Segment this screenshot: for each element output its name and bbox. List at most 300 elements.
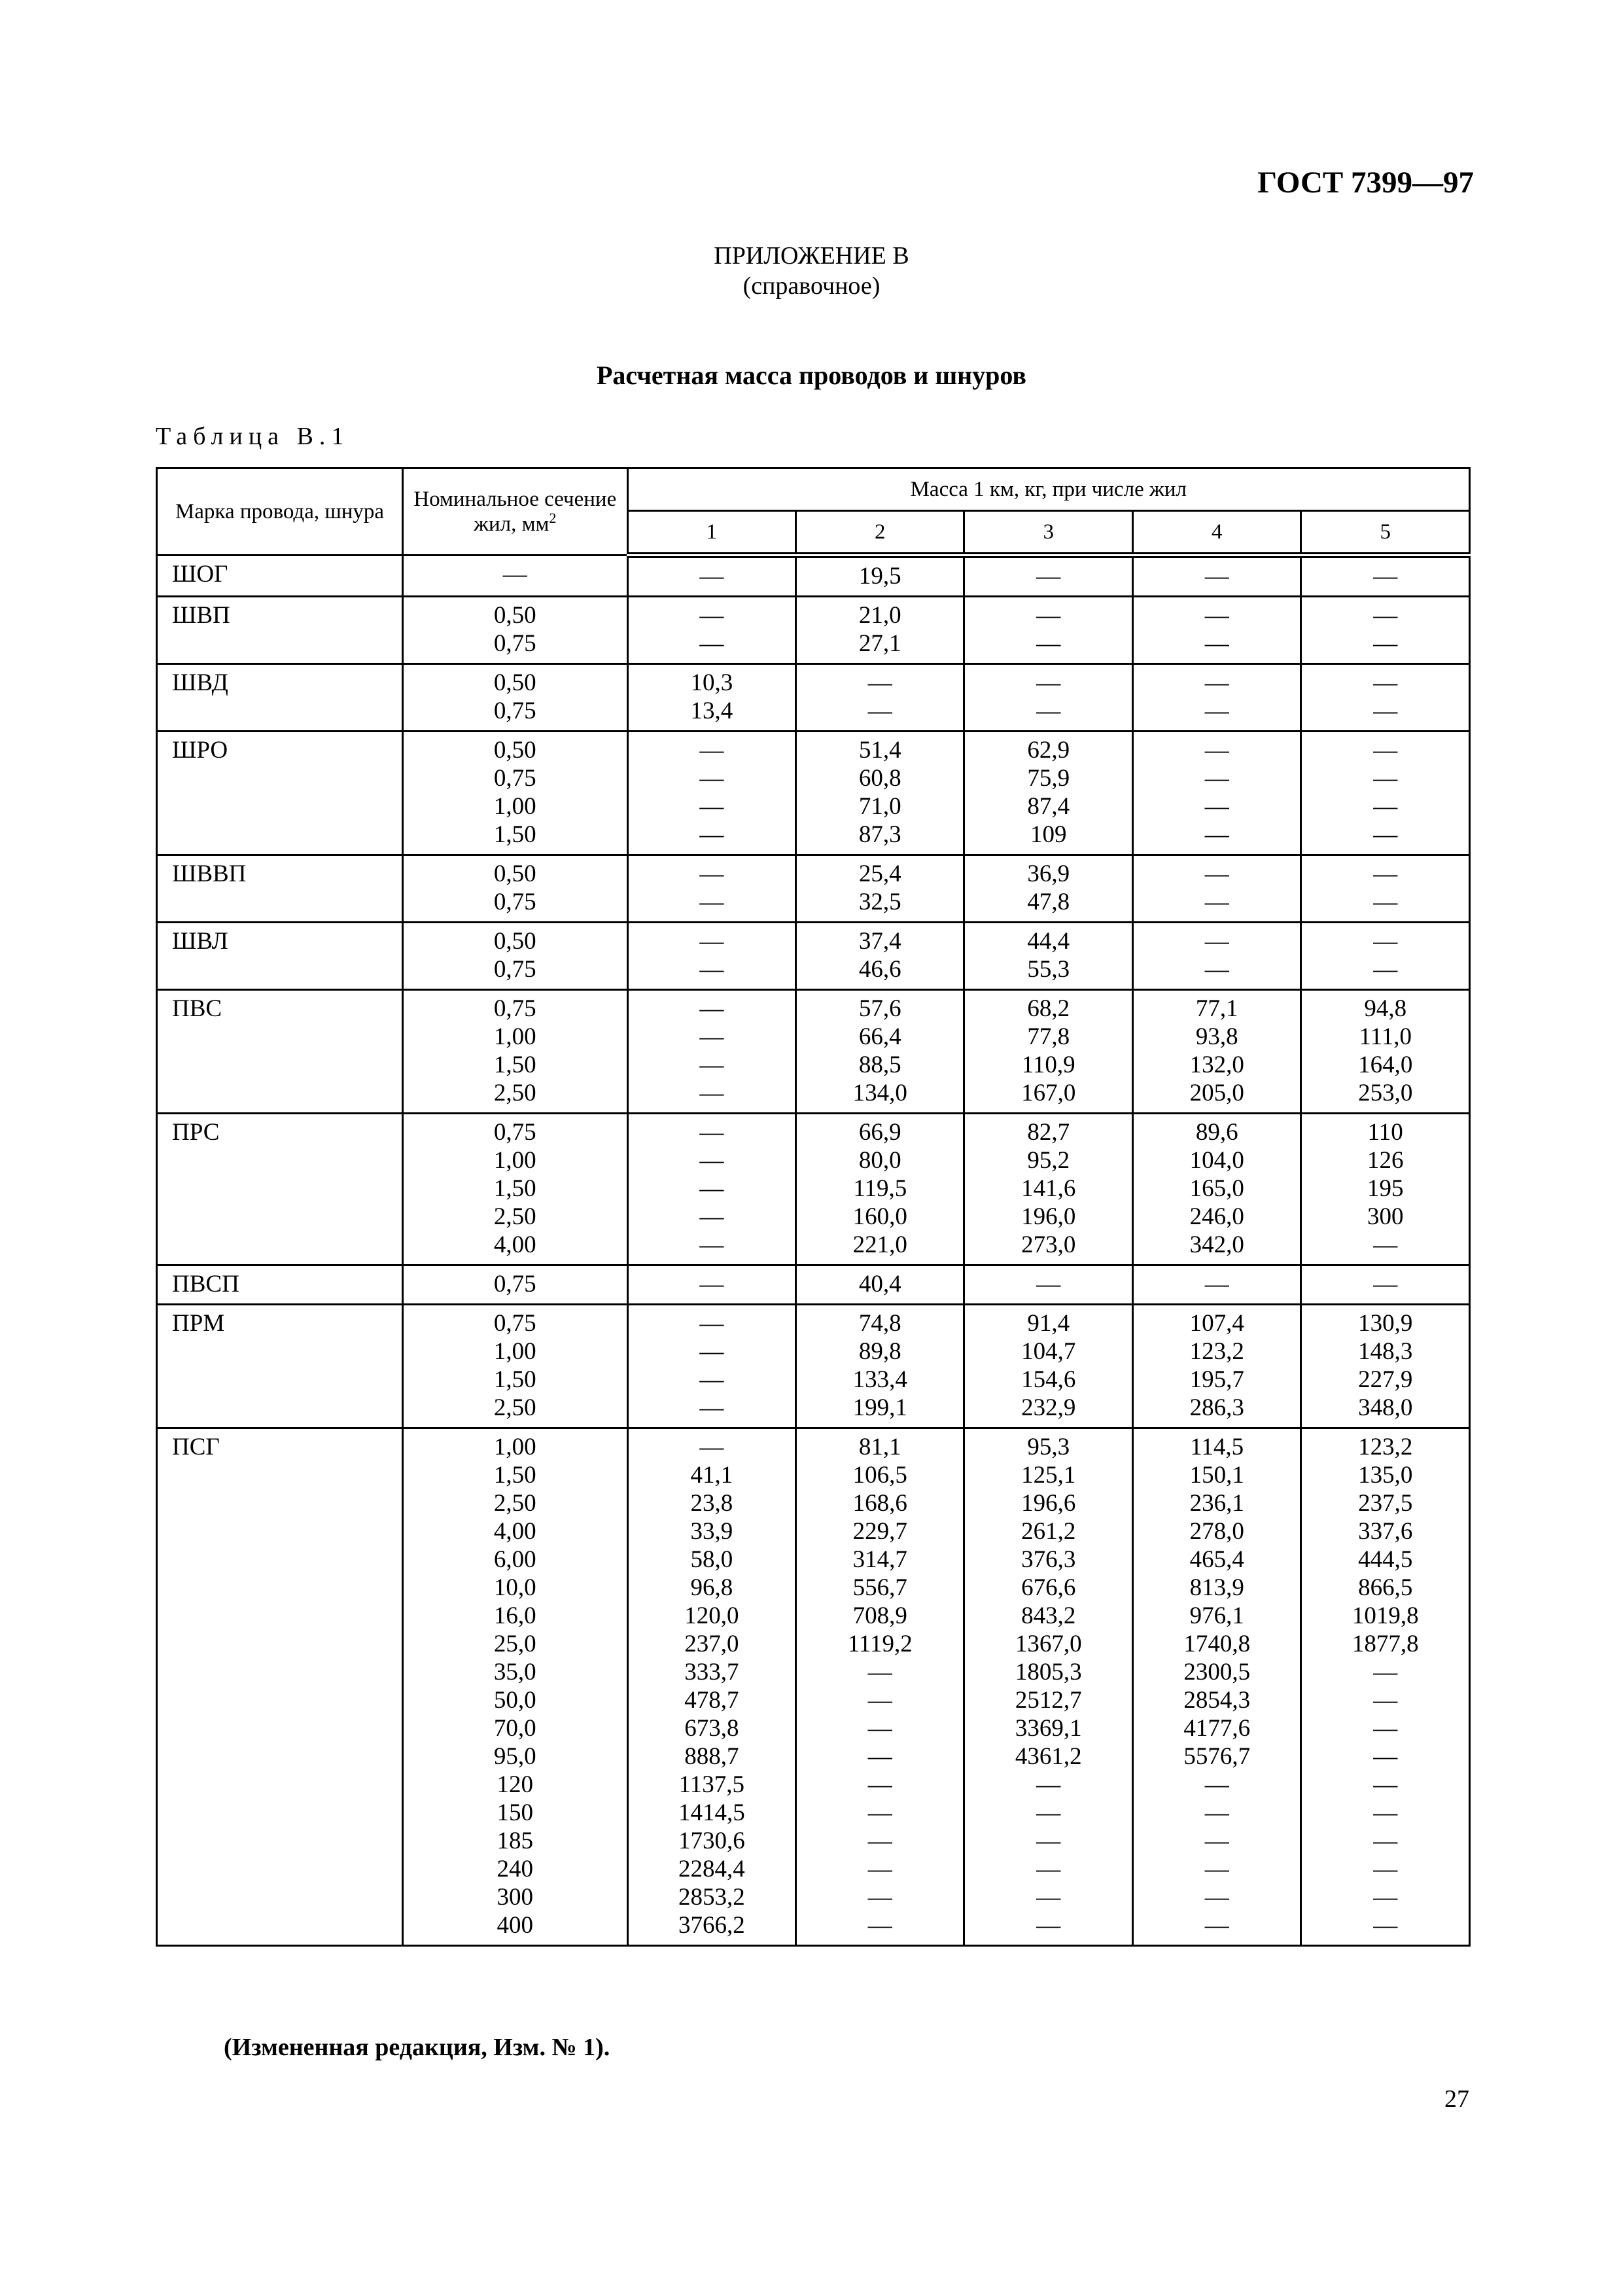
mass-value: — bbox=[1204, 1884, 1229, 1911]
table-body bbox=[157, 556, 1470, 1946]
mass-value: — bbox=[699, 1366, 724, 1393]
section-value: 4,00 bbox=[493, 1518, 536, 1545]
mass-value: — bbox=[1373, 1884, 1398, 1911]
cable-brand-cell: ШВЛ bbox=[157, 923, 403, 990]
mass-value: 3369,1 bbox=[1015, 1715, 1082, 1742]
mass-value: — bbox=[699, 1338, 724, 1365]
mass-value: 37,4 bbox=[858, 928, 901, 955]
mass-value: 1730,6 bbox=[678, 1828, 745, 1854]
mass-value: 196,0 bbox=[1021, 1203, 1076, 1230]
mass-value: 1877,8 bbox=[1352, 1631, 1419, 1657]
mass-value: 205,0 bbox=[1189, 1080, 1244, 1106]
section-value: 0,50 bbox=[493, 737, 536, 764]
mass-value: — bbox=[1036, 1828, 1061, 1854]
mass-value: 40,4 bbox=[858, 1271, 901, 1298]
mass-value: 676,6 bbox=[1021, 1574, 1076, 1601]
mass-value: — bbox=[699, 1080, 724, 1106]
mass-value: — bbox=[1204, 889, 1229, 915]
mass-value: — bbox=[699, 1203, 724, 1230]
mass-value: — bbox=[1373, 928, 1398, 955]
mass-value: — bbox=[1373, 1715, 1398, 1742]
mass-value: 96,8 bbox=[690, 1574, 733, 1601]
mass-value: 165,0 bbox=[1189, 1175, 1244, 1202]
section-cell bbox=[402, 923, 627, 990]
mass-cell bbox=[1301, 1265, 1470, 1305]
mass-value: 75,9 bbox=[1027, 765, 1070, 792]
mass-value: 465,4 bbox=[1189, 1546, 1244, 1573]
section-value: 1,50 bbox=[493, 1175, 536, 1202]
mass-value: 134,0 bbox=[852, 1080, 907, 1106]
mass-value: 261,2 bbox=[1021, 1518, 1076, 1545]
mass-cell bbox=[1301, 597, 1470, 664]
section-value: 2,50 bbox=[493, 1394, 536, 1421]
mass-cell bbox=[1301, 923, 1470, 990]
mass-value: — bbox=[867, 1828, 892, 1854]
mass-value: — bbox=[699, 1434, 724, 1460]
mass-value: 19,5 bbox=[858, 563, 901, 590]
mass-value: 58,0 bbox=[690, 1546, 733, 1573]
section-value: 95,0 bbox=[493, 1743, 536, 1770]
section-value: 25,0 bbox=[493, 1631, 536, 1657]
mass-value: — bbox=[1204, 765, 1229, 792]
mass-value: 4177,6 bbox=[1183, 1715, 1251, 1742]
mass-value: 195 bbox=[1367, 1175, 1404, 1202]
mass-value: — bbox=[1373, 698, 1398, 724]
section-value: 10,0 bbox=[493, 1574, 536, 1601]
table-row bbox=[157, 556, 1470, 597]
section-cell bbox=[402, 1305, 627, 1428]
mass-value: 866,5 bbox=[1358, 1574, 1413, 1601]
mass-value: 246,0 bbox=[1189, 1203, 1244, 1230]
mass-value: 168,6 bbox=[852, 1490, 907, 1517]
section-value: 16,0 bbox=[493, 1602, 536, 1629]
mass-value: 10,3 bbox=[690, 669, 733, 696]
section-value: 0,75 bbox=[493, 765, 536, 792]
mass-value: — bbox=[1204, 928, 1229, 955]
mass-value: — bbox=[1204, 602, 1229, 629]
mass-value: 196,6 bbox=[1021, 1490, 1076, 1517]
table-label: Таблица В.1 bbox=[156, 423, 350, 450]
mass-value: — bbox=[1204, 737, 1229, 764]
section-value: 150 bbox=[497, 1799, 534, 1826]
mass-value: 119,5 bbox=[853, 1175, 907, 1202]
section-value: 0,50 bbox=[493, 602, 536, 629]
mass-value: — bbox=[1373, 1912, 1398, 1939]
section-cell bbox=[402, 597, 627, 664]
mass-cell bbox=[796, 1305, 964, 1428]
mass-cell bbox=[627, 1114, 795, 1265]
mass-cell bbox=[1132, 923, 1300, 990]
mass-value: 130,9 bbox=[1358, 1310, 1413, 1337]
mass-value: — bbox=[1373, 821, 1398, 848]
mass-cell bbox=[796, 1265, 964, 1305]
mass-value: — bbox=[1373, 1659, 1398, 1686]
mass-cell bbox=[964, 855, 1132, 923]
mass-value: 66,4 bbox=[858, 1023, 901, 1050]
mass-value: 478,7 bbox=[684, 1687, 739, 1714]
mass-value: 148,3 bbox=[1358, 1338, 1413, 1365]
cable-brand-cell: ШВД bbox=[157, 664, 403, 732]
mass-value: — bbox=[1373, 1743, 1398, 1770]
section-value: 1,50 bbox=[493, 1366, 536, 1393]
mass-value: — bbox=[1204, 1799, 1229, 1826]
mass-value: 3766,2 bbox=[678, 1912, 745, 1939]
appendix-title: ПРИЛОЖЕНИЕ В bbox=[714, 242, 909, 270]
mass-value: 237,5 bbox=[1358, 1490, 1413, 1517]
mass-cell bbox=[964, 990, 1132, 1114]
mass-cell bbox=[964, 732, 1132, 855]
mass-value: 314,7 bbox=[852, 1546, 907, 1573]
mass-value: — bbox=[867, 1884, 892, 1911]
cable-brand-cell: ШРО bbox=[157, 732, 403, 855]
mass-cell bbox=[1132, 664, 1300, 732]
mass-value: — bbox=[867, 1771, 892, 1798]
mass-value: 227,9 bbox=[1358, 1366, 1413, 1393]
mass-value: — bbox=[1036, 1856, 1061, 1882]
table-row bbox=[157, 1114, 1470, 1265]
mass-value: 135,0 bbox=[1358, 1462, 1413, 1489]
mass-value: 1414,5 bbox=[678, 1799, 745, 1826]
table-row bbox=[157, 990, 1470, 1114]
mass-value: — bbox=[1373, 1771, 1398, 1798]
mass-value: 195,7 bbox=[1189, 1366, 1244, 1393]
section-value: 0,75 bbox=[493, 1310, 536, 1337]
mass-value: — bbox=[867, 1799, 892, 1826]
table-row bbox=[157, 855, 1470, 923]
mass-value: 1367,0 bbox=[1015, 1631, 1082, 1657]
mass-value: — bbox=[1373, 860, 1398, 887]
section-value: 2,50 bbox=[493, 1490, 536, 1517]
mass-value: 123,2 bbox=[1189, 1338, 1244, 1365]
mass-value: 106,5 bbox=[852, 1462, 907, 1489]
mass-value: — bbox=[867, 698, 892, 724]
mass-value: 843,2 bbox=[1021, 1602, 1076, 1629]
mass-value: 376,3 bbox=[1021, 1546, 1076, 1573]
cable-brand-cell: ШВВП bbox=[157, 855, 403, 923]
mass-value: — bbox=[867, 1659, 892, 1686]
mass-cell bbox=[796, 923, 964, 990]
mass-cell bbox=[627, 664, 795, 732]
mass-value: — bbox=[1373, 602, 1398, 629]
page-title: Расчетная масса проводов и шнуров bbox=[596, 361, 1027, 390]
mass-value: — bbox=[1036, 630, 1061, 657]
mass-value: — bbox=[1204, 563, 1229, 590]
mass-value: — bbox=[699, 1231, 724, 1258]
mass-cell bbox=[1301, 1114, 1470, 1265]
column-header-mass: Масса 1 км, кг, при числе жил bbox=[627, 468, 1469, 511]
cable-brand-cell: ПРМ bbox=[157, 1305, 403, 1428]
mass-value: — bbox=[867, 1715, 892, 1742]
mass-value: — bbox=[1373, 1231, 1398, 1258]
mass-value: 237,0 bbox=[684, 1631, 739, 1657]
mass-value: 13,4 bbox=[690, 698, 733, 724]
mass-cell bbox=[1301, 1428, 1470, 1946]
section-value: 1,00 bbox=[493, 1338, 536, 1365]
section-value: 4,00 bbox=[493, 1231, 536, 1258]
mass-value: — bbox=[1036, 669, 1061, 696]
mass-value: 104,0 bbox=[1189, 1147, 1244, 1174]
column-header-cores-4: 4 bbox=[1132, 511, 1300, 556]
mass-value: — bbox=[699, 821, 724, 848]
mass-value: 36,9 bbox=[1027, 860, 1070, 887]
mass-cell bbox=[1301, 732, 1470, 855]
section-value: — bbox=[502, 561, 527, 588]
mass-value: 673,8 bbox=[684, 1715, 739, 1742]
section-cell bbox=[402, 1114, 627, 1265]
mass-value: — bbox=[1036, 563, 1061, 590]
mass-cell bbox=[1132, 1305, 1300, 1428]
mass-value: 132,0 bbox=[1189, 1051, 1244, 1078]
mass-value: — bbox=[1036, 1912, 1061, 1939]
mass-value: 21,0 bbox=[858, 602, 901, 629]
mass-value: 87,3 bbox=[858, 821, 901, 848]
mass-cell bbox=[1132, 732, 1300, 855]
mass-value: 1805,3 bbox=[1015, 1659, 1082, 1686]
mass-value: 51,4 bbox=[858, 737, 901, 764]
mass-value: 133,4 bbox=[852, 1366, 907, 1393]
mass-cell bbox=[1301, 664, 1470, 732]
mass-value: 80,0 bbox=[858, 1147, 901, 1174]
mass-value: 236,1 bbox=[1189, 1490, 1244, 1517]
mass-value: — bbox=[699, 793, 724, 820]
mass-cell bbox=[1132, 597, 1300, 664]
mass-value: — bbox=[1036, 602, 1061, 629]
mass-cell bbox=[627, 1265, 795, 1305]
mass-cell bbox=[1301, 1305, 1470, 1428]
mass-value: 150,1 bbox=[1189, 1462, 1244, 1489]
mass-cell bbox=[627, 556, 795, 597]
mass-value: 2853,2 bbox=[678, 1884, 745, 1911]
table-row bbox=[157, 732, 1470, 855]
mass-value: 77,1 bbox=[1195, 995, 1238, 1022]
mass-value: — bbox=[1204, 1856, 1229, 1882]
mass-value: 253,0 bbox=[1358, 1080, 1413, 1106]
mass-value: 62,9 bbox=[1027, 737, 1070, 764]
mass-value: 888,7 bbox=[684, 1743, 739, 1770]
mass-value: 333,7 bbox=[684, 1659, 739, 1686]
section-value: 50,0 bbox=[493, 1687, 536, 1714]
mass-value: 976,1 bbox=[1189, 1602, 1244, 1629]
mass-cell bbox=[627, 1305, 795, 1428]
section-cell bbox=[402, 556, 627, 597]
mass-value: — bbox=[699, 1394, 724, 1421]
mass-value: — bbox=[1204, 1828, 1229, 1854]
mass-value: — bbox=[867, 1912, 892, 1939]
mass-value: — bbox=[1204, 1271, 1229, 1298]
mass-cell bbox=[964, 597, 1132, 664]
mass-value: — bbox=[1373, 1828, 1398, 1854]
mass-value: — bbox=[1204, 821, 1229, 848]
mass-cell bbox=[1132, 1265, 1300, 1305]
mass-value: 68,2 bbox=[1027, 995, 1070, 1022]
mass-value: 27,1 bbox=[858, 630, 901, 657]
mass-cell bbox=[1132, 1428, 1300, 1946]
mass-value: 123,2 bbox=[1358, 1434, 1413, 1460]
mass-cell bbox=[796, 990, 964, 1114]
section-value: 0,75 bbox=[493, 1119, 536, 1146]
mass-value: 2512,7 bbox=[1015, 1687, 1082, 1714]
section-value: 1,00 bbox=[493, 1147, 536, 1174]
mass-cell bbox=[627, 923, 795, 990]
cable-brand-cell: ПВСП bbox=[157, 1265, 403, 1305]
mass-value: 111,0 bbox=[1359, 1023, 1412, 1050]
mass-cell bbox=[1132, 1114, 1300, 1265]
mass-value: — bbox=[1373, 1856, 1398, 1882]
cable-brand-cell: ПРС bbox=[157, 1114, 403, 1265]
mass-value: — bbox=[699, 1147, 724, 1174]
mass-value: — bbox=[699, 765, 724, 792]
column-header-section-text: Номинальное сечение жил, мм bbox=[413, 487, 617, 536]
mass-value: 199,1 bbox=[852, 1394, 907, 1421]
section-value: 240 bbox=[497, 1856, 534, 1882]
section-value: 0,75 bbox=[493, 698, 536, 724]
mass-value: 95,3 bbox=[1027, 1434, 1070, 1460]
mass-value: 25,4 bbox=[858, 860, 901, 887]
mass-value: — bbox=[699, 1119, 724, 1146]
table-row bbox=[157, 664, 1470, 732]
mass-value: 66,9 bbox=[858, 1119, 901, 1146]
mass-value: — bbox=[699, 995, 724, 1022]
mass-value: — bbox=[1373, 669, 1398, 696]
section-cell bbox=[402, 664, 627, 732]
section-cell bbox=[402, 990, 627, 1114]
mass-value: 164,0 bbox=[1358, 1051, 1413, 1078]
mass-value: 41,1 bbox=[690, 1462, 733, 1489]
mass-value: 55,3 bbox=[1027, 956, 1070, 983]
section-value: 1,50 bbox=[493, 1051, 536, 1078]
mass-value: — bbox=[1204, 630, 1229, 657]
mass-value: — bbox=[699, 1271, 724, 1298]
cable-brand-cell: ПСГ bbox=[157, 1428, 403, 1946]
section-value: 2,50 bbox=[493, 1080, 536, 1106]
mass-value: — bbox=[1204, 1912, 1229, 1939]
mass-value: 342,0 bbox=[1189, 1231, 1244, 1258]
mass-value: — bbox=[699, 889, 724, 915]
table-row bbox=[157, 1265, 1470, 1305]
mass-value: 46,6 bbox=[858, 956, 901, 983]
mass-value: — bbox=[699, 860, 724, 887]
mass-cell bbox=[1301, 990, 1470, 1114]
table-row bbox=[157, 1428, 1470, 1946]
section-value: 0,50 bbox=[493, 860, 536, 887]
column-header-cores-2: 2 bbox=[796, 511, 964, 556]
section-value: 1,00 bbox=[493, 1023, 536, 1050]
mass-value: 89,6 bbox=[1195, 1119, 1238, 1146]
mass-cell bbox=[796, 1114, 964, 1265]
mass-value: 126 bbox=[1367, 1147, 1404, 1174]
mass-cell bbox=[796, 664, 964, 732]
section-cell bbox=[402, 855, 627, 923]
section-value: 1,50 bbox=[493, 821, 536, 848]
mass-value: 107,4 bbox=[1189, 1310, 1244, 1337]
mass-value: 154,6 bbox=[1021, 1366, 1076, 1393]
column-header-brand: Марка провода, шнура bbox=[157, 468, 403, 556]
mass-cell bbox=[627, 1428, 795, 1946]
mass-value: 82,7 bbox=[1027, 1119, 1070, 1146]
section-value: 0,75 bbox=[493, 956, 536, 983]
section-cell bbox=[402, 1265, 627, 1305]
mass-value: 110,9 bbox=[1021, 1051, 1075, 1078]
mass-value: — bbox=[1373, 1687, 1398, 1714]
mass-value: 91,4 bbox=[1027, 1310, 1070, 1337]
mass-cell bbox=[1132, 855, 1300, 923]
mass-value: 23,8 bbox=[690, 1490, 733, 1517]
table-row bbox=[157, 923, 1470, 990]
mass-value: — bbox=[1036, 1271, 1061, 1298]
mass-value: — bbox=[699, 1175, 724, 1202]
mass-cell bbox=[1132, 990, 1300, 1114]
mass-value: 167,0 bbox=[1021, 1080, 1076, 1106]
mass-value: 88,5 bbox=[858, 1051, 901, 1078]
mass-value: 125,1 bbox=[1021, 1462, 1076, 1489]
page-number: 27 bbox=[1444, 2085, 1469, 2113]
section-value: 1,50 bbox=[493, 1462, 536, 1489]
mass-value: 33,9 bbox=[690, 1518, 733, 1545]
mass-value: 110 bbox=[1367, 1119, 1403, 1146]
mass-value: — bbox=[1373, 737, 1398, 764]
mass-cell bbox=[796, 597, 964, 664]
mass-value: 2300,5 bbox=[1183, 1659, 1251, 1686]
mass-value: 87,4 bbox=[1027, 793, 1070, 820]
mass-value: 444,5 bbox=[1358, 1546, 1413, 1573]
mass-cell bbox=[796, 855, 964, 923]
mass-value: 95,2 bbox=[1027, 1147, 1070, 1174]
mass-value: 57,6 bbox=[858, 995, 901, 1022]
mass-value: — bbox=[1204, 698, 1229, 724]
mass-value: — bbox=[699, 956, 724, 983]
mass-value: — bbox=[1373, 956, 1398, 983]
mass-value: 1119,2 bbox=[847, 1631, 913, 1657]
mass-value: — bbox=[699, 928, 724, 955]
mass-value: 278,0 bbox=[1189, 1518, 1244, 1545]
section-value: 0,75 bbox=[493, 630, 536, 657]
mass-value: 94,8 bbox=[1364, 995, 1407, 1022]
cable-brand-cell: ШОГ bbox=[157, 556, 403, 597]
section-value: 300 bbox=[497, 1884, 534, 1911]
mass-value: — bbox=[1036, 1771, 1061, 1798]
mass-value: — bbox=[1373, 765, 1398, 792]
section-value: 0,75 bbox=[493, 995, 536, 1022]
column-header-section-sup: 2 bbox=[549, 510, 557, 526]
mass-value: — bbox=[1204, 669, 1229, 696]
section-value: 400 bbox=[497, 1912, 534, 1939]
section-value: 185 bbox=[497, 1828, 534, 1854]
section-value: 6,00 bbox=[493, 1546, 536, 1573]
mass-value: — bbox=[867, 1743, 892, 1770]
section-value: 2,50 bbox=[493, 1203, 536, 1230]
mass-cell bbox=[627, 990, 795, 1114]
mass-value: — bbox=[1204, 1771, 1229, 1798]
mass-value: — bbox=[1204, 956, 1229, 983]
column-header-cores-1: 1 bbox=[627, 511, 795, 556]
mass-value: 232,9 bbox=[1021, 1394, 1076, 1421]
cable-brand-cell: ПВС bbox=[157, 990, 403, 1114]
section-value: 35,0 bbox=[493, 1659, 536, 1686]
mass-value: — bbox=[1036, 1799, 1061, 1826]
mass-cell bbox=[964, 923, 1132, 990]
mass-value: 44,4 bbox=[1027, 928, 1070, 955]
mass-value: — bbox=[699, 1310, 724, 1337]
mass-value: 47,8 bbox=[1027, 889, 1070, 915]
mass-value: 556,7 bbox=[852, 1574, 907, 1601]
document-id: ГОСТ 7399—97 bbox=[1257, 166, 1474, 200]
mass-value: 160,0 bbox=[852, 1203, 907, 1230]
mass-value: 229,7 bbox=[852, 1518, 907, 1545]
column-header-cores-3: 3 bbox=[964, 511, 1132, 556]
mass-cell bbox=[964, 1305, 1132, 1428]
mass-cell bbox=[964, 1265, 1132, 1305]
mass-value: 1740,8 bbox=[1183, 1631, 1251, 1657]
